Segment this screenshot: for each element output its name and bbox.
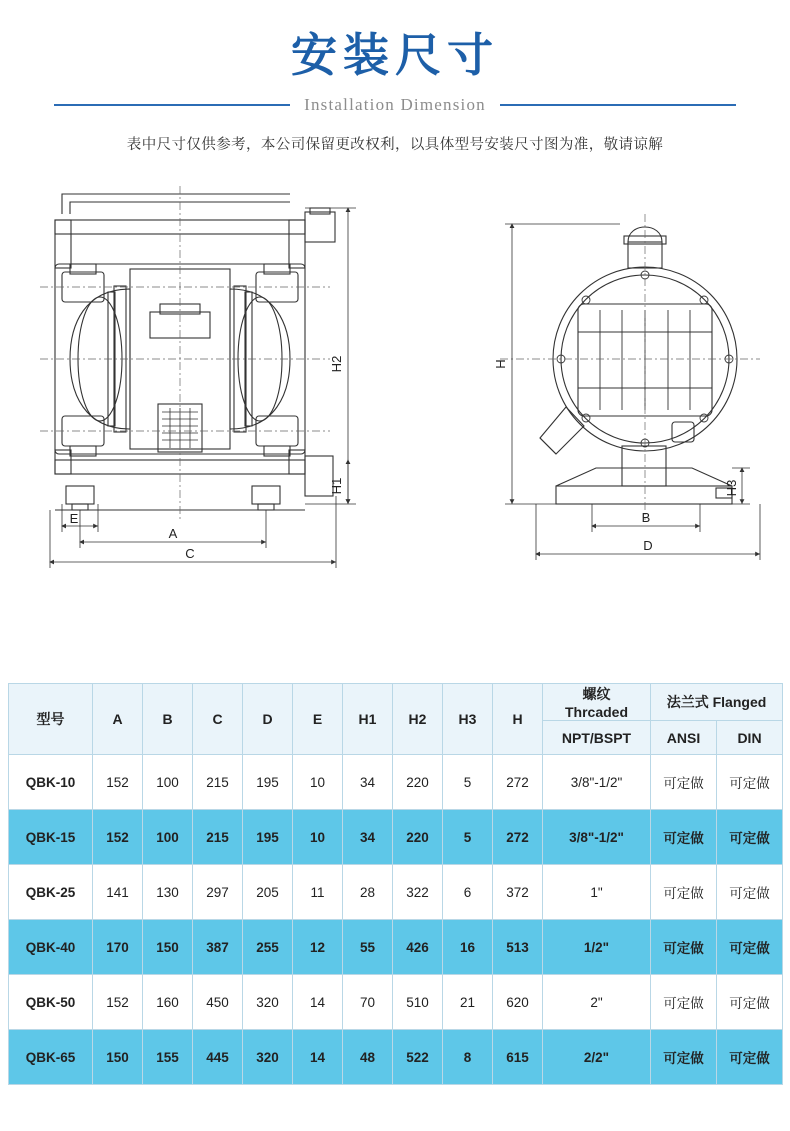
table-row xyxy=(9,975,783,1030)
cell-ansi: 可定做 xyxy=(651,1030,717,1085)
cell-h1: 48 xyxy=(343,1030,393,1085)
cell-model: QBK-40 xyxy=(9,920,93,975)
cell-ansi: 可定做 xyxy=(651,755,717,810)
table-header-row-1 xyxy=(9,684,783,721)
cell-c: 297 xyxy=(193,865,243,920)
pump-drawings-svg xyxy=(0,164,790,584)
cell-thread: 2" xyxy=(543,975,651,1030)
header-model: 型号 xyxy=(9,684,93,755)
spec-table xyxy=(8,683,783,1085)
cell-h1: 34 xyxy=(343,810,393,865)
cell-model: QBK-15 xyxy=(9,810,93,865)
cell-b: 160 xyxy=(143,975,193,1030)
cell-din: 可定做 xyxy=(717,1030,783,1085)
cell-a: 152 xyxy=(93,975,143,1030)
cell-c: 215 xyxy=(193,810,243,865)
cell-c: 215 xyxy=(193,755,243,810)
cell-b: 100 xyxy=(143,755,193,810)
front-view-group xyxy=(55,194,335,510)
cell-h3: 5 xyxy=(443,810,493,865)
cell-e: 11 xyxy=(293,865,343,920)
header-h2: H2 xyxy=(393,684,443,755)
header-e: E xyxy=(293,684,343,755)
cell-c: 450 xyxy=(193,975,243,1030)
table-row xyxy=(9,810,783,865)
cell-h3: 16 xyxy=(443,920,493,975)
header-h1: H1 xyxy=(343,684,393,755)
cell-b: 130 xyxy=(143,865,193,920)
cell-b: 155 xyxy=(143,1030,193,1085)
header-thread-standard: NPT/BSPT xyxy=(543,721,651,755)
label-b: B xyxy=(641,510,651,526)
cell-a: 150 xyxy=(93,1030,143,1085)
header-d: D xyxy=(243,684,293,755)
label-h2: H2 xyxy=(329,355,344,373)
cell-din: 可定做 xyxy=(717,865,783,920)
cell-thread: 1" xyxy=(543,865,651,920)
cell-d: 205 xyxy=(243,865,293,920)
cell-h: 372 xyxy=(493,865,543,920)
cell-model: QBK-65 xyxy=(9,1030,93,1085)
cell-h: 272 xyxy=(493,810,543,865)
cell-h2: 220 xyxy=(393,755,443,810)
cell-a: 152 xyxy=(93,755,143,810)
cell-h1: 28 xyxy=(343,865,393,920)
cell-c: 445 xyxy=(193,1030,243,1085)
disclaimer-note: 表中尺寸仅供参考，本公司保留更改权利，以具体型号安装尺寸图为准，敬请谅解 xyxy=(126,137,664,154)
table-row xyxy=(9,755,783,810)
header-a: A xyxy=(93,684,143,755)
cell-h1: 70 xyxy=(343,975,393,1030)
header-flange: 法兰式 Flanged xyxy=(651,684,783,721)
technical-drawings xyxy=(0,164,790,584)
cell-a: 170 xyxy=(93,920,143,975)
cell-h2: 220 xyxy=(393,810,443,865)
cell-h: 620 xyxy=(493,975,543,1030)
table-body xyxy=(9,755,783,1085)
cell-h3: 6 xyxy=(443,865,493,920)
cell-a: 141 xyxy=(93,865,143,920)
table-row xyxy=(9,920,783,975)
header-b: B xyxy=(143,684,193,755)
cell-e: 12 xyxy=(293,920,343,975)
cell-e: 14 xyxy=(293,975,343,1030)
cell-d: 320 xyxy=(243,975,293,1030)
cell-d: 195 xyxy=(243,755,293,810)
label-c: C xyxy=(185,546,195,562)
cell-b: 150 xyxy=(143,920,193,975)
header-thread xyxy=(543,684,651,721)
cell-model: QBK-10 xyxy=(9,755,93,810)
cell-h2: 322 xyxy=(393,865,443,920)
cell-ansi: 可定做 xyxy=(651,975,717,1030)
cell-h: 272 xyxy=(493,755,543,810)
cell-e: 14 xyxy=(293,1030,343,1085)
cell-h: 615 xyxy=(493,1030,543,1085)
cell-d: 255 xyxy=(243,920,293,975)
label-h3: H3 xyxy=(724,479,739,497)
divider-line-left xyxy=(54,104,290,106)
spec-table-wrapper xyxy=(8,683,782,1085)
cell-h1: 34 xyxy=(343,755,393,810)
label-d: D xyxy=(643,538,653,554)
cell-model: QBK-50 xyxy=(9,975,93,1030)
cell-h1: 55 xyxy=(343,920,393,975)
cell-e: 10 xyxy=(293,755,343,810)
subtitle-row xyxy=(0,95,790,115)
header-h: H xyxy=(493,684,543,755)
table-row xyxy=(9,865,783,920)
label-h: H xyxy=(493,359,508,369)
installation-dimension-page xyxy=(0,28,790,1131)
page-title: 安装尺寸 xyxy=(291,30,499,81)
cell-d: 320 xyxy=(243,1030,293,1085)
cell-h3: 21 xyxy=(443,975,493,1030)
header-flange-din: DIN xyxy=(717,721,783,755)
header-thread-cn: 螺纹 xyxy=(582,686,611,702)
cell-thread: 3/8"-1/2" xyxy=(543,810,651,865)
cell-ansi: 可定做 xyxy=(651,865,717,920)
cell-model: QBK-25 xyxy=(9,865,93,920)
cell-thread: 2/2" xyxy=(543,1030,651,1085)
cell-ansi: 可定做 xyxy=(651,920,717,975)
cell-b: 100 xyxy=(143,810,193,865)
cell-h3: 8 xyxy=(443,1030,493,1085)
cell-din: 可定做 xyxy=(717,975,783,1030)
cell-e: 10 xyxy=(293,810,343,865)
header-flange-ansi: ANSI xyxy=(651,721,717,755)
cell-thread: 3/8"-1/2" xyxy=(543,755,651,810)
cell-din: 可定做 xyxy=(717,810,783,865)
page-subtitle: Installation Dimension xyxy=(304,95,486,115)
cell-h: 513 xyxy=(493,920,543,975)
cell-din: 可定做 xyxy=(717,920,783,975)
header-h3: H3 xyxy=(443,684,493,755)
cell-h2: 426 xyxy=(393,920,443,975)
cell-ansi: 可定做 xyxy=(651,810,717,865)
header-c: C xyxy=(193,684,243,755)
side-view-group xyxy=(540,227,737,504)
table-row xyxy=(9,1030,783,1085)
cell-d: 195 xyxy=(243,810,293,865)
cell-h2: 522 xyxy=(393,1030,443,1085)
label-a: A xyxy=(168,526,178,542)
cell-a: 152 xyxy=(93,810,143,865)
header-thread-en: Thrcaded xyxy=(564,704,628,720)
cell-h2: 510 xyxy=(393,975,443,1030)
cell-c: 387 xyxy=(193,920,243,975)
cell-thread: 1/2" xyxy=(543,920,651,975)
cell-din: 可定做 xyxy=(717,755,783,810)
cell-h3: 5 xyxy=(443,755,493,810)
divider-line-right xyxy=(500,104,736,106)
label-h1: H1 xyxy=(329,477,344,495)
label-e: E xyxy=(69,511,79,527)
